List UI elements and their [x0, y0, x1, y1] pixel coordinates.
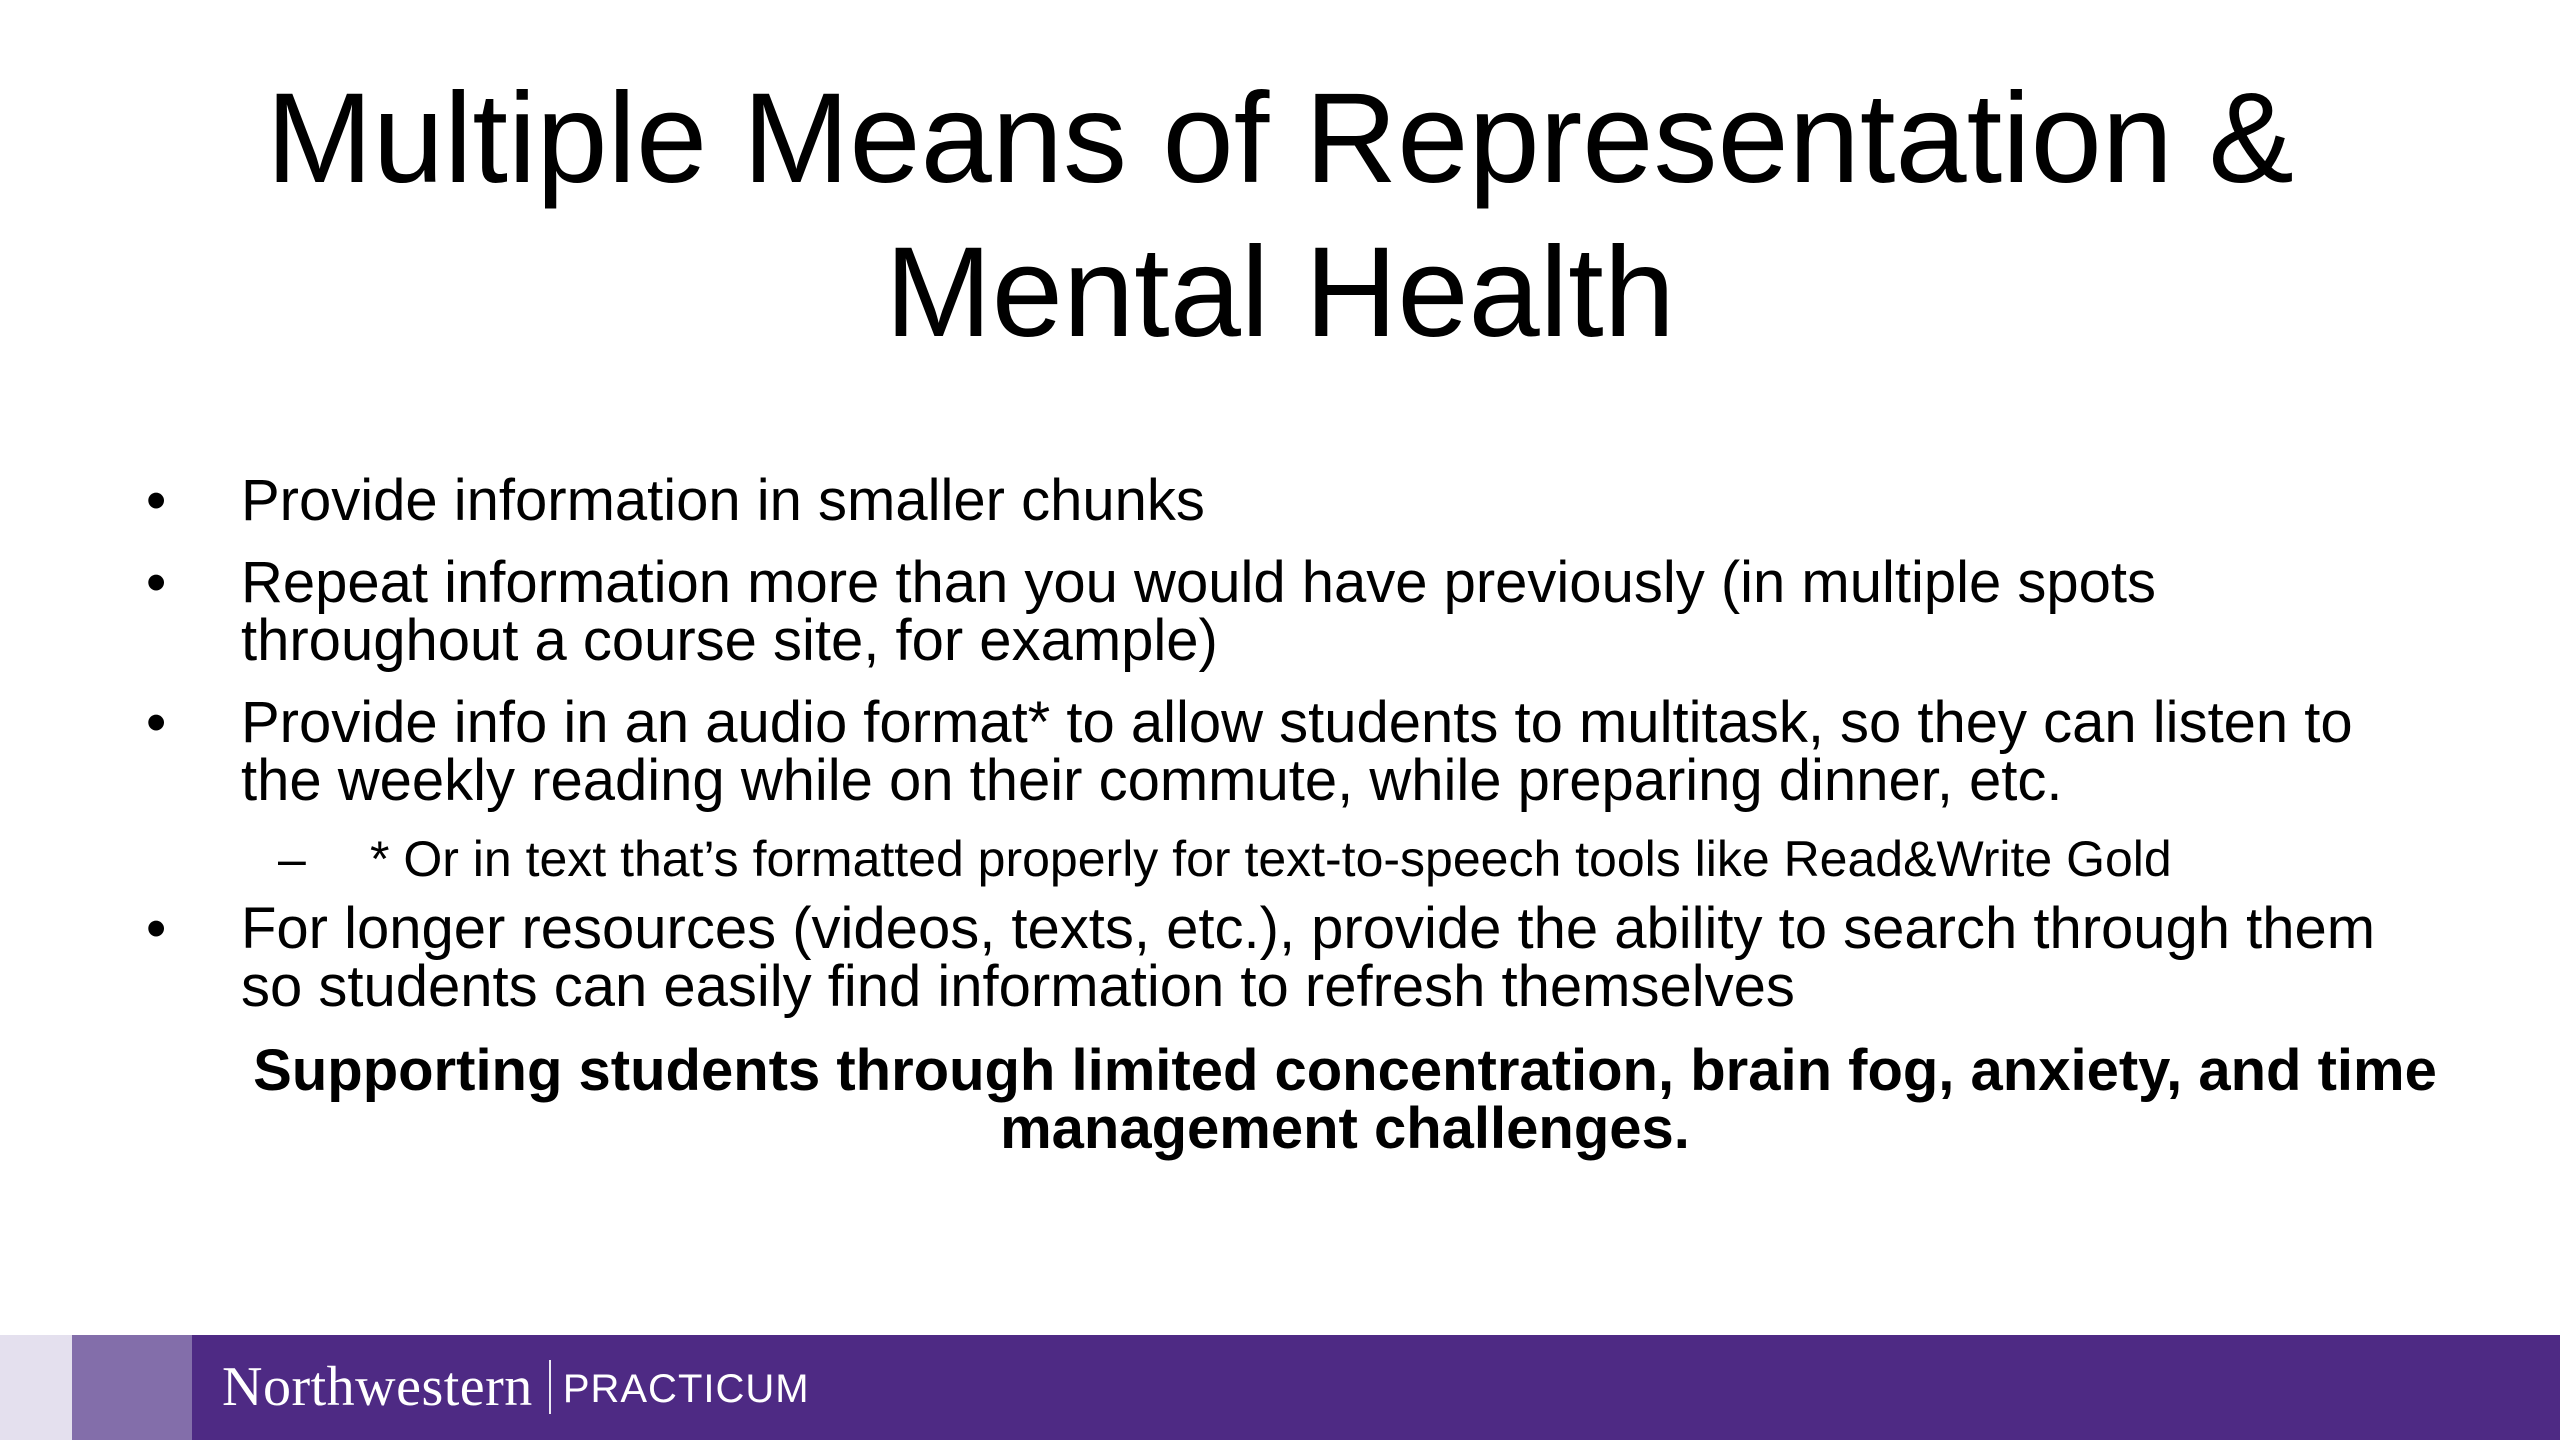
slide-title — [0, 62, 2560, 370]
bullet-marker: • — [146, 690, 167, 755]
bullet-marker: • — [146, 896, 167, 961]
bullet-text: Repeat information more than you would have previously (in multiple spots throughout a course site, for example) — [241, 550, 2156, 673]
bullet-text: Provide information in smaller chunks — [241, 468, 1205, 533]
footer-bar — [0, 1335, 2560, 1440]
sub-bullet-marker: – — [278, 831, 306, 887]
bullet-marker: • — [146, 550, 167, 615]
bullet-text: Provide info in an audio format* to allow students to multitask, so they can listen to the weekly reading while on their commute, while preparing dinner, etc. — [241, 690, 2353, 813]
bullet-item — [140, 896, 2440, 1019]
bullet-item — [140, 690, 2440, 813]
bullet-list — [140, 468, 2440, 1040]
logo-northwestern-text: Northwestern — [222, 1356, 533, 1418]
sub-bullet-text: * Or in text that’s formatted properly for text-to-speech tools like Read&Write Gold — [370, 831, 2172, 887]
bullet-item — [140, 550, 2440, 673]
footer-pale-strip — [0, 1335, 72, 1440]
logo-practicum-text: PRACTICUM — [562, 1367, 810, 1411]
footer-light-purple-strip — [72, 1335, 192, 1440]
bullet-item — [140, 468, 2440, 533]
bullet-text: For longer resources (videos, texts, etc.), provide the ability to search through them so students can easily find information to refresh themselves — [241, 896, 2376, 1019]
slide-title-line-2: Mental Health — [885, 221, 1675, 364]
northwestern-practicum-logo — [222, 1355, 810, 1419]
callout-text: Supporting students through limited concentration, brain fog, anxiety, and time management challenges. — [253, 1038, 2437, 1161]
sub-bullet-item — [140, 830, 2440, 888]
bullet-marker: • — [146, 468, 167, 533]
logo-divider — [549, 1360, 551, 1414]
slide-title-line-1: Multiple Means of Representation & — [266, 67, 2294, 210]
